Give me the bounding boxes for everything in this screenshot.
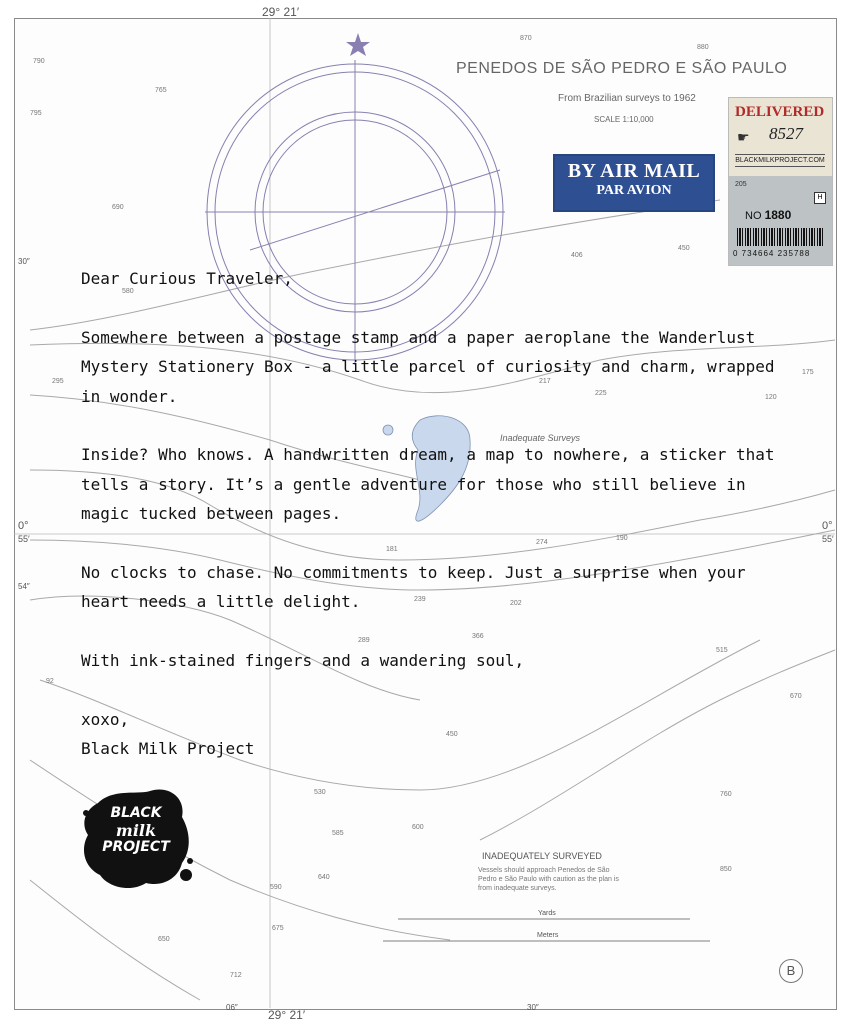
edge-lon-06-bottom: 06″ [226,1003,238,1012]
depth-sounding: 675 [272,925,284,932]
edge-lon-30-bottom: 30″ [527,1003,539,1012]
letter-signoff: xoxo, [81,710,130,730]
airmail-label [553,154,715,212]
compass-star [346,33,370,56]
logo-line1: BLACK [110,805,162,821]
depth-sounding: 650 [158,936,170,943]
stamp-website: BLACKMILKPROJECT.COM [735,154,825,167]
ticket-h-box: H [814,192,826,204]
depth-sounding: 190 [616,535,628,542]
pointing-hand-icon: ☛ [737,130,750,146]
depth-sounding: 450 [678,245,690,252]
depth-sounding: 790 [33,58,45,65]
edge-lat-55-left: 55′ [18,534,30,544]
black-milk-project-logo [78,783,194,895]
inadequately-surveyed-title: INADEQUATELY SURVEYED [482,851,602,861]
chart-title: PENEDOS DE SÃO PEDRO E SÃO PAULO [456,60,788,77]
airmail-line2: PAR AVION [596,183,672,198]
edge-lat-55-right: 55′ [822,534,834,544]
airmail-line1: BY AIR MAIL [567,160,701,182]
depth-sounding: 120 [765,394,777,401]
inadequately-surveyed-note: Vessels should approach Penedos de São Pedro e São Paulo with caution as the plan is from inadequate surveys. [478,867,619,892]
yards-label: Yards [538,910,556,917]
edge-longitude-bottom: 29° 21′ [268,1008,306,1022]
edge-lat-54-left: 54″ [18,582,30,591]
ticket-code: 205 [735,181,747,188]
contour-line [30,880,200,1000]
stamp-ticket [729,176,832,265]
ticket-no-value: 1880 [764,208,792,222]
logo-line2: milk [115,821,157,840]
depth-sounding: 366 [472,633,484,640]
depth-sounding: 760 [720,791,732,798]
depth-sounding: 765 [155,87,167,94]
depth-sounding: 690 [112,204,124,211]
north-star-icon [346,33,370,56]
barcode-number: 0 734664 235788 [733,249,811,258]
ticket-no-label: NO [745,210,762,222]
depth-sounding: 92 [46,678,54,685]
depth-sounding: 580 [122,288,134,295]
letter-paragraph: No clocks to chase. No commitments to keep. Just a surprise when your heart needs a little delight. [81,563,746,612]
letter-signature: Black Milk Project [81,739,255,759]
depth-sounding: 850 [720,866,732,873]
depth-sounding: 585 [332,830,344,837]
depth-sounding: 880 [697,44,709,51]
depth-sounding: 181 [386,546,398,553]
depth-sounding: 175 [802,369,814,376]
chart-corner-badge: B [779,959,803,983]
depth-sounding: 515 [716,647,728,654]
ticket-number [745,208,791,222]
depth-sounding: 795 [30,110,42,117]
depth-sounding: 712 [230,972,242,979]
depth-sounding: 289 [358,637,370,644]
chart-scale: SCALE 1:10,000 [594,115,654,124]
delivered-heading: DELIVERED [735,104,825,120]
depth-sounding: 239 [414,596,426,603]
letter-paragraph: Inside? Who knows. A handwritten dream, a map to nowhere, a sticker that tells a story. It’s a gentle adventure for those who still believe in magic tucked between pages. [81,445,775,524]
depth-sounding: 274 [536,539,548,546]
depth-sounding: 600 [412,824,424,831]
depth-sounding: 530 [314,789,326,796]
logo-text [78,805,194,856]
edge-lat-0-left: 0° [18,520,29,532]
depth-sounding: 590 [270,884,282,891]
letter-closing: With ink-stained fingers and a wandering soul, [81,651,525,671]
depth-sounding: 640 [318,874,330,881]
edge-lat-0-right: 0° [822,520,833,532]
inadequate-surveys-label: Inadequate Surveys [500,433,581,443]
delivered-stamp [728,97,833,266]
letter-signature-block [81,705,781,764]
letter-greeting: Dear Curious Traveler, [81,269,293,288]
chart-subtitle: From Brazilian surveys to 1962 [558,93,696,104]
depth-sounding: 870 [520,35,532,42]
edge-lat-30: 30″ [18,257,30,266]
barcode-icon [737,228,825,246]
depth-sounding: 450 [446,731,458,738]
depth-sounding: 295 [52,378,64,385]
letter-body [81,264,781,764]
meters-label: Meters [537,932,559,939]
compass-variation-line [250,170,500,250]
delivery-number: 8527 [769,124,803,143]
letter-paragraph: Somewhere between a postage stamp and a paper aeroplane the Wanderlust Mystery Stationery Box - a little parcel of curiosity and charm, wrapped in wonder. [81,327,775,406]
depth-sounding: 670 [790,693,802,700]
depth-sounding: 202 [510,600,522,607]
logo-line3: PROJECT [102,839,170,855]
depth-sounding: 225 [595,390,607,397]
edge-longitude-top: 29° 21′ [262,5,300,19]
depth-sounding: 217 [539,378,551,385]
depth-sounding: 406 [571,252,583,259]
